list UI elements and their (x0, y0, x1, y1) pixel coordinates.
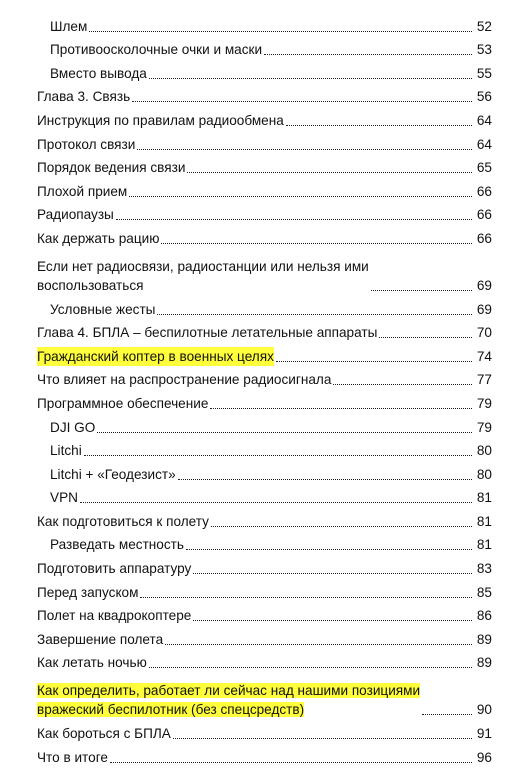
dot-leader (264, 54, 472, 55)
toc-entry[interactable] (37, 106, 492, 130)
toc-entry[interactable] (37, 507, 492, 531)
toc-entry[interactable] (37, 154, 492, 178)
dot-leader (186, 549, 472, 550)
toc-entry-title: Порядок ведения связи (37, 160, 186, 176)
toc-entry[interactable] (37, 177, 492, 201)
toc-entry-title: Противоосколочные очки и маски (50, 42, 263, 58)
toc-entry-page: 66 (476, 230, 492, 246)
toc-entry-page: 83 (476, 561, 492, 577)
dot-leader (165, 644, 472, 645)
toc-entry-page: 80 (476, 466, 492, 482)
dot-leader (97, 432, 472, 433)
dot-leader (161, 243, 472, 244)
toc-entry-title: Вместо вывода (50, 65, 147, 81)
toc-entry-title-line1: Если нет радиосвязи, радиостанции или нельзя ими (37, 258, 369, 274)
dot-leader (110, 762, 472, 763)
toc-entry-highlighted[interactable] (37, 672, 492, 719)
toc-entry[interactable] (37, 319, 492, 343)
toc-entry[interactable] (37, 413, 492, 437)
dot-leader (149, 667, 472, 668)
toc-entry[interactable] (37, 484, 492, 508)
toc-entry-page: 74 (476, 348, 492, 364)
table-of-contents (37, 12, 492, 767)
dot-leader (116, 219, 472, 220)
toc-entry-title: Перед запуском (37, 584, 139, 600)
toc-entry-title: Как подготовиться к полету (37, 513, 209, 529)
toc-entry-title: Litchi (50, 443, 82, 459)
dot-leader (371, 290, 472, 291)
toc-entry-title: Разведать местность (50, 537, 184, 553)
toc-entry-title: Как бороться с БПЛА (37, 726, 171, 742)
toc-entry[interactable] (37, 248, 492, 295)
toc-entry-title: Глава 3. Связь (37, 89, 131, 105)
toc-entry-title: Что влияет на распространение радиосигнала (37, 372, 332, 388)
toc-entry[interactable] (37, 12, 492, 36)
toc-entry-page: 77 (476, 372, 492, 388)
toc-entry-title: DJI GO (50, 419, 96, 435)
toc-entry-title: VPN (50, 490, 78, 506)
toc-entry-page: 91 (476, 726, 492, 742)
dot-leader (137, 149, 472, 150)
toc-entry-page: 69 (476, 277, 492, 293)
dot-leader (89, 31, 472, 32)
toc-entry[interactable] (37, 719, 492, 743)
toc-entry-page: 90 (476, 702, 492, 718)
toc-entry[interactable] (37, 743, 492, 767)
dot-leader (193, 620, 472, 621)
toc-entry[interactable] (37, 201, 492, 225)
toc-entry-page: 69 (476, 301, 492, 317)
dot-leader (178, 479, 472, 480)
dot-leader (129, 196, 472, 197)
toc-entry[interactable] (37, 224, 492, 248)
toc-entry-title-line2: воспользоваться (37, 277, 144, 293)
toc-entry[interactable] (37, 437, 492, 461)
toc-entry-page: 52 (476, 18, 492, 34)
dot-leader (211, 526, 472, 527)
toc-entry-title (37, 681, 420, 719)
toc-entry-page: 89 (476, 655, 492, 671)
toc-entry-title: Завершение полета (37, 631, 164, 647)
toc-entry-title: Как держать рацию (37, 230, 160, 246)
dot-leader (379, 337, 472, 338)
toc-entry-title: Что в итоге (37, 749, 108, 765)
toc-entry-highlighted[interactable] (37, 342, 492, 366)
toc-entry[interactable] (37, 649, 492, 673)
toc-entry-page: 65 (476, 160, 492, 176)
toc-entry-page: 80 (476, 443, 492, 459)
dot-leader (157, 314, 472, 315)
dot-leader (286, 125, 472, 126)
toc-entry-page: 79 (476, 395, 492, 411)
toc-entry-page: 96 (476, 749, 492, 765)
toc-entry-title: Litchi + «Геодезист» (50, 466, 176, 482)
toc-entry-page: 53 (476, 42, 492, 58)
toc-entry-title: Протокол связи (37, 136, 136, 152)
toc-entry-page: 86 (476, 608, 492, 624)
toc-entry[interactable] (37, 460, 492, 484)
toc-entry-title: Полет на квадрокоптере (37, 608, 192, 624)
toc-entry-page: 85 (476, 584, 492, 600)
toc-entry-page: 64 (476, 112, 492, 128)
dot-leader (276, 361, 472, 362)
toc-entry-page: 70 (476, 325, 492, 341)
dot-leader (173, 738, 472, 739)
toc-entry-page: 56 (476, 89, 492, 105)
toc-entry-page: 81 (476, 513, 492, 529)
toc-entry-title: Радиопаузы (37, 207, 114, 223)
toc-entry[interactable] (37, 531, 492, 555)
toc-entry[interactable] (37, 625, 492, 649)
toc-entry-title: Как летать ночью (37, 655, 147, 671)
toc-entry-page: 55 (476, 65, 492, 81)
toc-entry-page: 66 (476, 207, 492, 223)
toc-entry-title: Шлем (50, 18, 88, 34)
toc-entry-title-line2: вражеский беспилотник (без спецсредств) (37, 702, 305, 718)
toc-entry-title: Условные жесты (50, 301, 156, 317)
toc-entry[interactable] (37, 602, 492, 626)
toc-entry-title: Гражданский коптер в военных целях (37, 348, 274, 364)
toc-entry[interactable] (37, 83, 492, 107)
dot-leader (140, 597, 472, 598)
toc-entry[interactable] (37, 554, 492, 578)
toc-entry-page: 81 (476, 537, 492, 553)
toc-entry-title: Подготовить аппаратуру (37, 561, 192, 577)
toc-entry-page: 64 (476, 136, 492, 152)
toc-entry-title: Плохой прием (37, 183, 128, 199)
toc-entry-title (37, 257, 369, 295)
toc-entry[interactable] (37, 366, 492, 390)
dot-leader (333, 384, 472, 385)
toc-entry-page: 79 (476, 419, 492, 435)
toc-entry-page: 89 (476, 631, 492, 647)
toc-entry[interactable] (37, 389, 492, 413)
toc-entry-title-line1: Как определить, работает ли сейчас над нашими позициями (37, 683, 421, 699)
toc-entry-title: Программное обеспечение (37, 395, 209, 411)
toc-entry-title: Инструкция по правилам радиообмена (37, 112, 284, 128)
dot-leader (80, 502, 472, 503)
toc-entry-page: 66 (476, 183, 492, 199)
toc-entry[interactable] (37, 295, 492, 319)
dot-leader (132, 101, 472, 102)
toc-entry[interactable] (37, 578, 492, 602)
toc-entry[interactable] (37, 130, 492, 154)
dot-leader (149, 78, 472, 79)
dot-leader (210, 408, 472, 409)
toc-entry[interactable] (37, 59, 492, 83)
toc-entry[interactable] (37, 36, 492, 60)
dot-leader (422, 714, 472, 715)
dot-leader (84, 455, 472, 456)
dot-leader (193, 573, 472, 574)
dot-leader (187, 172, 472, 173)
toc-entry-title: Глава 4. БПЛА – беспилотные летательные аппараты (37, 325, 378, 341)
toc-entry-page: 81 (476, 490, 492, 506)
